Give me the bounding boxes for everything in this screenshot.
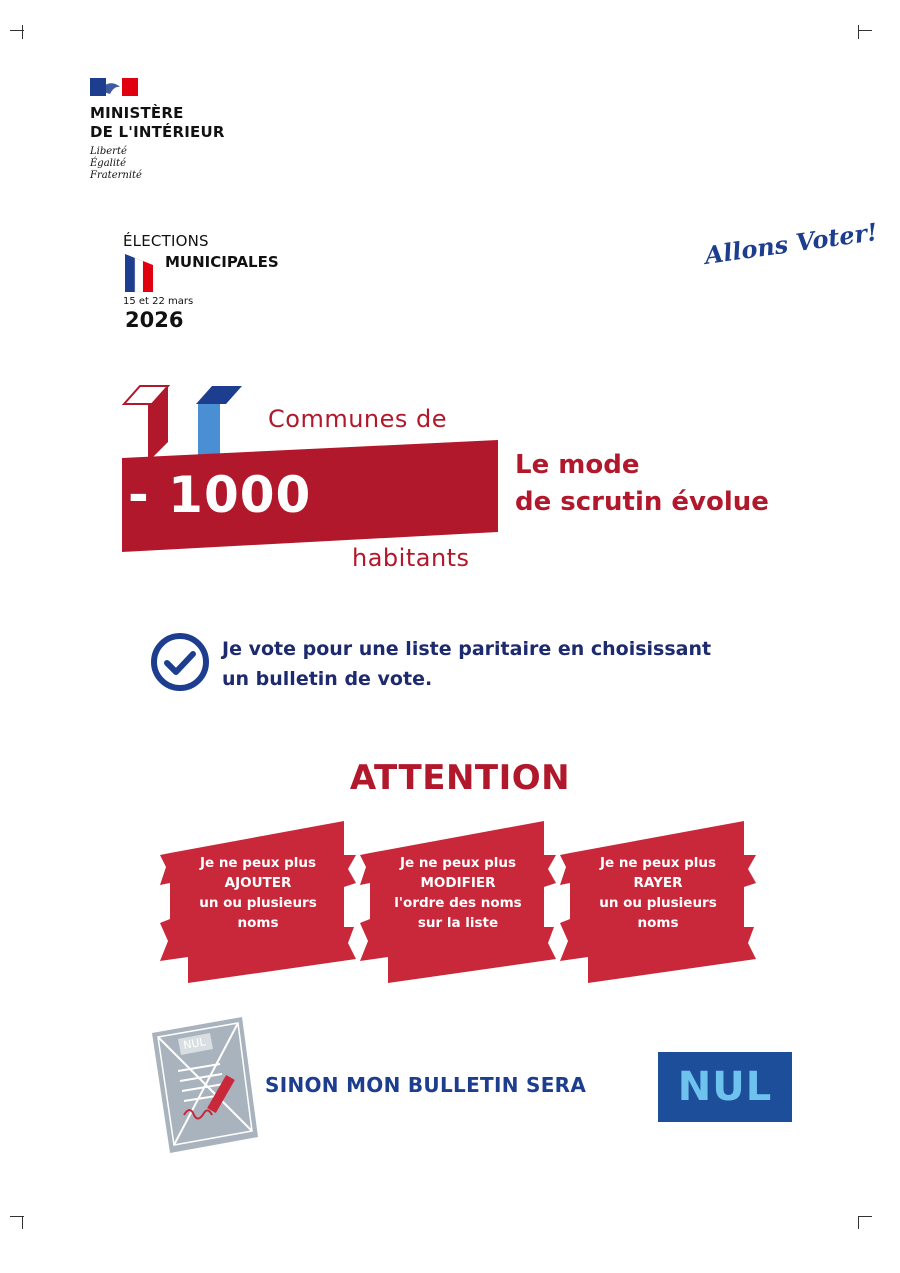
- rule-1-line4: noms: [237, 915, 279, 931]
- crop-mark-bottom-right: [858, 1216, 872, 1231]
- elections-line1: ÉLECTIONS: [123, 232, 209, 250]
- population-threshold: - 1000: [128, 466, 312, 524]
- motto-liberte: Liberté: [90, 146, 127, 157]
- rule-1-line2: AJOUTER: [224, 875, 292, 891]
- elections-logo: [123, 232, 279, 332]
- rule-2-line2: MODIFIER: [420, 875, 496, 891]
- ministry-name-line2: DE L'INTÉRIEUR: [90, 123, 225, 141]
- motto-fraternite: Fraternité: [90, 170, 142, 181]
- election-year: 2026: [125, 308, 184, 332]
- motto-egalite: Égalité: [90, 158, 126, 169]
- rule-3-line4: noms: [637, 915, 679, 931]
- rule-ribbon-modifier: [358, 815, 558, 985]
- vote-info-line2: un bulletin de vote.: [222, 668, 433, 690]
- marianne-flag-icon: [90, 78, 138, 96]
- mode-line1: Le mode: [515, 450, 640, 480]
- crop-mark-bottom-left: [10, 1216, 24, 1231]
- rule-1-line3: un ou plusieurs: [199, 895, 317, 911]
- rule-1-line1: Je ne peux plus: [199, 855, 317, 871]
- mode-line2: de scrutin évolue: [515, 487, 769, 517]
- nul-badge: [658, 1052, 792, 1122]
- rule-3-line1: Je ne peux plus: [599, 855, 717, 871]
- rule-2-line3: l'ordre des noms: [394, 895, 522, 911]
- ministry-logo: [90, 78, 225, 182]
- rule-3-line2: RAYER: [633, 875, 683, 891]
- vote-info: [222, 634, 711, 694]
- crop-mark-top-right: [858, 30, 872, 45]
- rule-2-line1: Je ne peux plus: [399, 855, 517, 871]
- rule-ribbon-ajouter: [158, 815, 358, 985]
- rule-ribbon-rayer: [558, 815, 758, 985]
- crop-mark-top-left: [10, 30, 24, 45]
- ballot-nul-label: NUL: [182, 1035, 207, 1052]
- habitants-label: habitants: [352, 544, 470, 572]
- tricolor-flag-icon: [125, 254, 153, 292]
- ministry-name-line1: MINISTÈRE: [90, 104, 184, 122]
- nul-badge-text: NUL: [677, 1064, 773, 1110]
- null-ballot-icon: [150, 1015, 260, 1155]
- mode-scrutin-headline: [515, 447, 769, 521]
- check-circle-icon: [150, 632, 210, 692]
- slogan-text: Allons Voter!: [702, 216, 880, 270]
- rule-3-line3: un ou plusieurs: [599, 895, 717, 911]
- null-warning-text: SINON MON BULLETIN SERA: [265, 1073, 587, 1097]
- election-dates: 15 et 22 mars: [123, 296, 194, 307]
- attention-heading: ATTENTION: [349, 758, 571, 798]
- elections-line2: MUNICIPALES: [165, 253, 279, 271]
- allons-voter-slogan: [700, 216, 880, 314]
- rule-2-line4: sur la liste: [417, 915, 499, 931]
- communes-label: Communes de: [268, 405, 448, 433]
- vote-info-line1: Je vote pour une liste paritaire en choisissant: [222, 638, 712, 660]
